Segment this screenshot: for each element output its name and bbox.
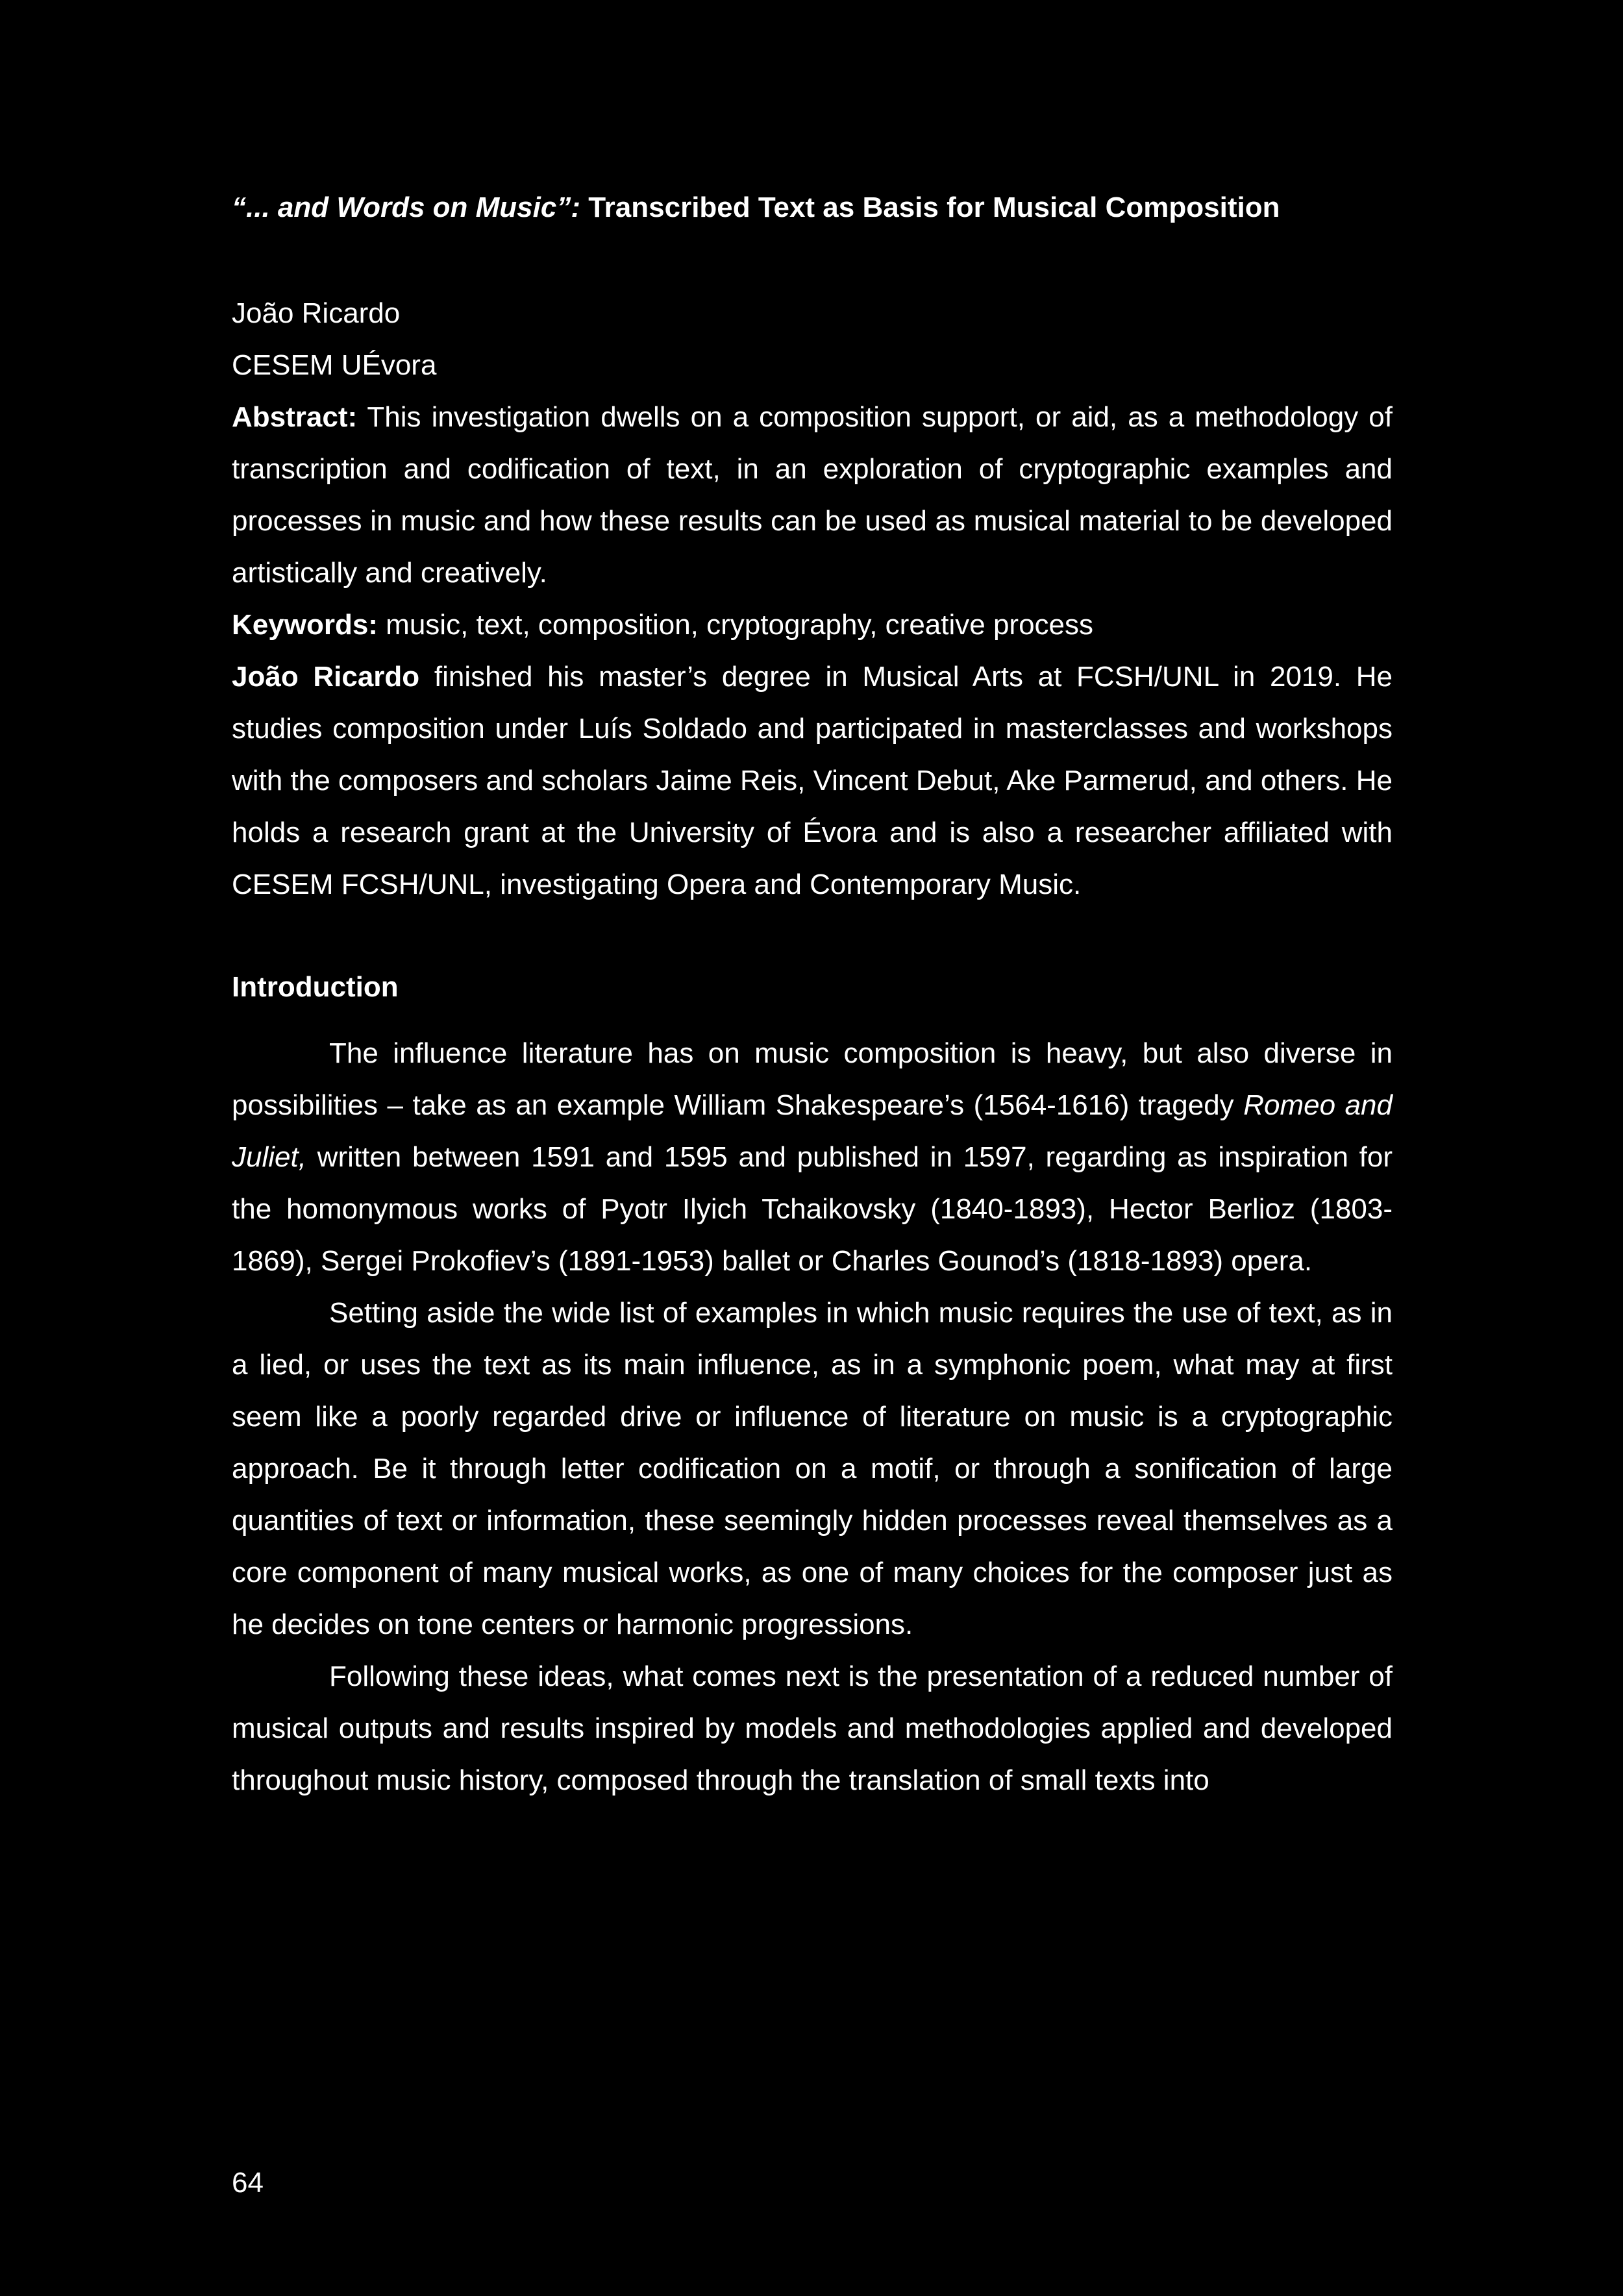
page-number: 64 xyxy=(232,2167,264,2199)
abstract xyxy=(232,391,1393,599)
intro-p1-text-end: written between 1591 and 1595 and published in 1597, regarding as inspiration for the homonymous works of Pyotr Ilyich Tchaikovsky (1840-1893), Hector Berlioz (1803-1869), Sergei Prokofiev’s (1891-1953) ballet or Charles Gounod’s (1818-1893) opera. xyxy=(232,1141,1393,1277)
intro-paragraph-1 xyxy=(232,1028,1393,1287)
bio-name: João Ricardo xyxy=(232,661,420,693)
author-block xyxy=(232,288,1393,391)
intro-p1-text-start: The influence literature has on music composition is heavy, but also diverse in possibilities – take as an example William Shakespeare’s (1564-1616) tragedy xyxy=(232,1037,1393,1121)
keywords-label: Keywords: xyxy=(232,609,378,641)
intro-paragraph-2: Setting aside the wide list of examples in which music requires the use of text, as in a lied, or uses the text as its main influence, as in a symphonic poem, what may at first seem like a poorly regarded drive or influence of literature on music is a cryptographic approach. Be it through letter codification on a motif, or through a sonification of large quantities of text or information, these seemingly hidden processes reveal themselves as a core component of many musical works, as one of many choices for the composer just as he decides on tone centers or harmonic progressions. xyxy=(232,1297,1393,1640)
keywords-text: music, text, composition, cryptography, creative process xyxy=(377,609,1094,641)
keywords xyxy=(232,599,1393,651)
section-heading-introduction: Introduction xyxy=(232,971,399,1003)
paper-title xyxy=(232,188,1393,227)
author-affiliation: CESEM UÉvora xyxy=(232,349,437,381)
author-bio xyxy=(232,651,1393,911)
page-content xyxy=(232,188,1393,1807)
abstract-text: This investigation dwells on a composition support, or aid, as a methodology of transcription and codification of text, in an exploration of cryptographic examples and processes in music and how these results can be used as musical material to be developed artistically and creatively. xyxy=(232,401,1393,589)
bio-text: finished his master’s degree in Musical Arts at FCSH/UNL in 2019. He studies composition under Luís Soldado and participated in masterclasses and workshops with the composers and scholars Jaime Reis, Vincent Debut, Ake Parmerud, and others. He holds a research grant at the University of Évora and is also a researcher affiliated with CESEM FCSH/UNL, investigating Opera and Contemporary Music. xyxy=(232,661,1393,900)
author-name: João Ricardo xyxy=(232,297,401,329)
intro-p1-italic-title: Romeo and Juliet, xyxy=(232,1089,1393,1173)
intro-paragraph-3: Following these ideas, what comes next is the presentation of a reduced number of musical outputs and results inspired by models and methodologies applied and developed throughout music history, composed through the translation of small texts into xyxy=(232,1660,1393,1796)
abstract-label: Abstract: xyxy=(232,401,358,433)
title-main-part: Transcribed Text as Basis for Musical Composition xyxy=(580,191,1280,223)
title-italic-part: “... and Words on Music”: xyxy=(232,191,580,223)
